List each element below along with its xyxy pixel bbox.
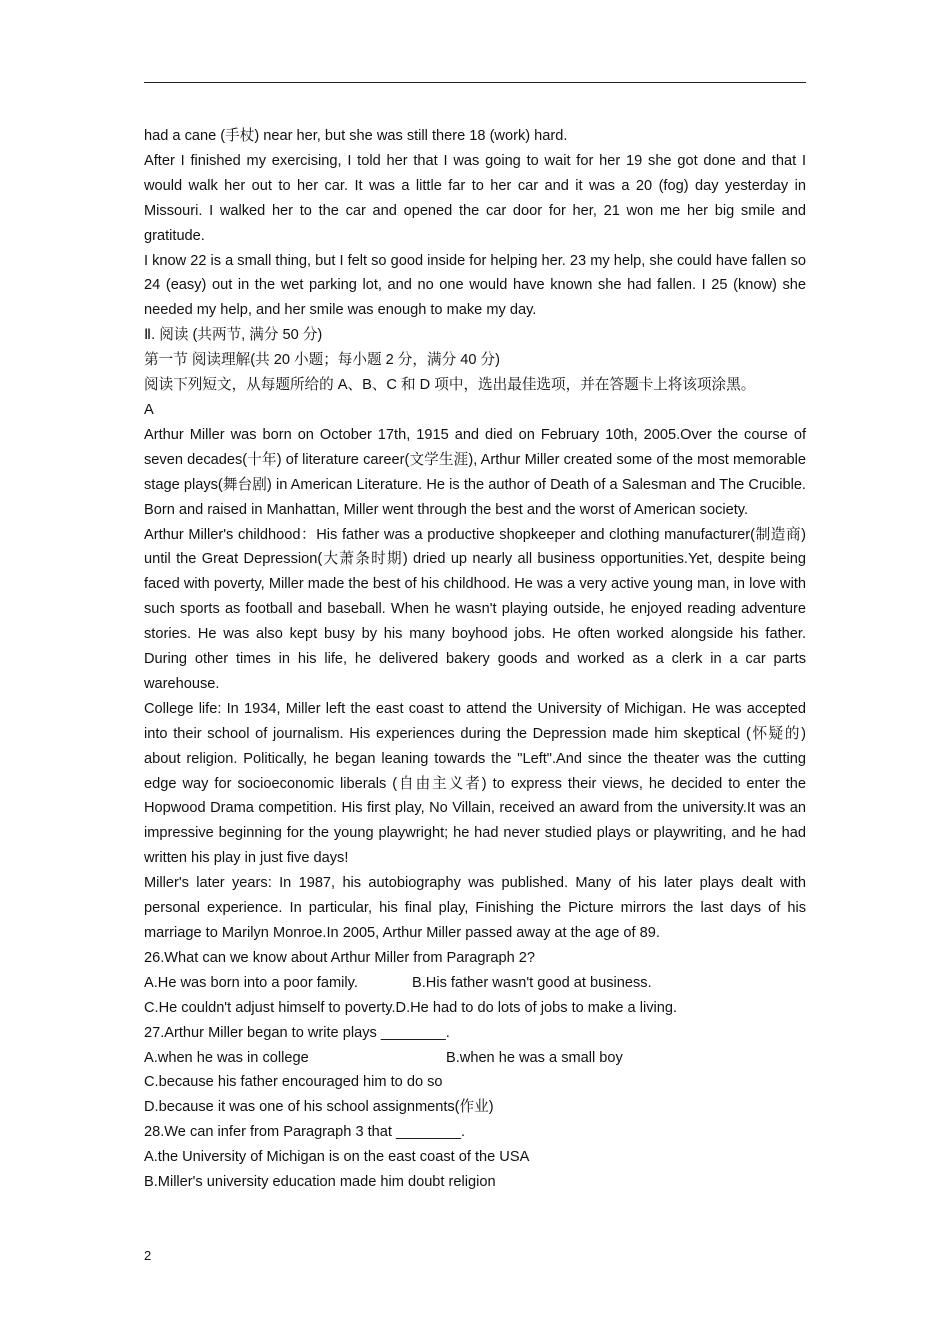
question-26-option-a: A.He was born into a poor family. [144, 974, 358, 991]
question-26-options-row-2 [144, 996, 806, 1021]
passage-label: A [144, 401, 154, 418]
question-27-option-c: C.because his father encouraged him to do so [144, 1074, 443, 1091]
section-subtitle: 第一节 阅读理解(共 20 小题；每小题 2 分，满分 40 分) [144, 352, 500, 369]
question-26-option-b: B.His father wasn't good at business. [412, 974, 652, 991]
passage-paragraph-2: Arthur Miller's childhood：His father was a productive shopkeeper and clothing manufacturer(制造商) until the Great Depression(大萧条时期) dried up nearly all business opportunities.Yet, despite being faced with poverty, Miller made the best of his childhood. He was a very active young man, in love with such sports as football and baseball. When he wasn't playing outside, he enjoyed reading adventure stories. He was also kept busy by his many boyhood jobs. He often worked alongside his father. During other times in his life, he delivered bakery goods and worked as a clerk in a car parts warehouse. [144, 526, 806, 692]
question-27-option-a: A.when he was in college [144, 1049, 309, 1066]
passage-paragraph-3: College life: In 1934, Miller left the east coast to attend the University of Michigan. He was accepted into their school of journalism. His experiences during the Depression made him skeptical (怀疑的) about religion. Politically, he began leaning towards the "Left".And since the theater was the cutting edge way for socioeconomic liberals (自由主义者) to express their views, he decided to enter the Hopwood Drama competition. His first play, No Villain, received an award from the university.It was an impressive beginning for the young playwright; he had never studied plays or playwriting, and he had written his play in just five days! [144, 700, 806, 867]
cloze-line-1: had a cane (手杖) near her, but she was still there 18 (work) hard. [144, 128, 568, 144]
header-rule [144, 82, 806, 83]
cloze-paragraph-2: After I finished my exercising, I told her that I was going to wait for her 19 she got done and that I would walk her out to her car. It was a little far to her car and it was a 20 (fog) day yesterday in Missouri. I walked her to the car and opened the car door for her, 21 won me her big smile and gratitude. [144, 152, 806, 244]
question-26-stem: 26.What can we know about Arthur Miller from Paragraph 2? [144, 949, 535, 966]
question-26-option-c: C.He couldn't adjust himself to poverty. [144, 999, 396, 1016]
question-26-options-row-1 [144, 971, 806, 996]
cloze-paragraph-3: I know 22 is a small thing, but I felt so good inside for helping her. 23 my help, she could have fallen so 24 (easy) out in the wet parking lot, and no one would have known she had fallen. I 25 (know) she needed my help, and her smile was enough to make my day. [144, 252, 806, 319]
section-instruction: 阅读下列短文，从每题所给的 A、B、C 和 D 项中，选出最佳选项，并在答题卡上将该项涂黑。 [144, 377, 756, 394]
question-28-option-b: B.Miller's university education made him doubt religion [144, 1174, 496, 1191]
question-27-options-row-1 [144, 1046, 806, 1071]
question-26-option-d: D.He had to do lots of jobs to make a living. [395, 999, 678, 1016]
section-title: Ⅱ. 阅读 (共两节, 满分 50 分) [144, 327, 323, 344]
question-27-option-b: B.when he was a small boy [446, 1049, 623, 1066]
page-number: 2 [144, 1248, 152, 1263]
question-27-option-d: D.because it was one of his school assignments(作业) [144, 1099, 494, 1116]
passage-paragraph-1: Arthur Miller was born on October 17th, 1915 and died on February 10th, 2005.Over the course of seven decades(十年) of literature career(文学生涯), Arthur Miller created some of the most memorable stage plays(舞台剧) in American Literature. He is the author of Death of a Salesman and The Crucible. Born and raised in Manhattan, Miller went through the best and the worst of American society. [144, 426, 806, 518]
page-content [144, 124, 806, 1195]
question-27-stem: 27.Arthur Miller began to write plays ________. [144, 1024, 450, 1041]
question-28-option-a: A.the University of Michigan is on the east coast of the USA [144, 1149, 530, 1166]
question-28-stem: 28.We can infer from Paragraph 3 that ________. [144, 1124, 465, 1141]
passage-paragraph-4: Miller's later years: In 1987, his autobiography was published. Many of his later plays dealt with personal experience. In particular, his final play, Finishing the Picture mirrors the last days of his marriage to Marilyn Monroe.In 2005, Arthur Miller passed away at the age of 89. [144, 875, 806, 941]
